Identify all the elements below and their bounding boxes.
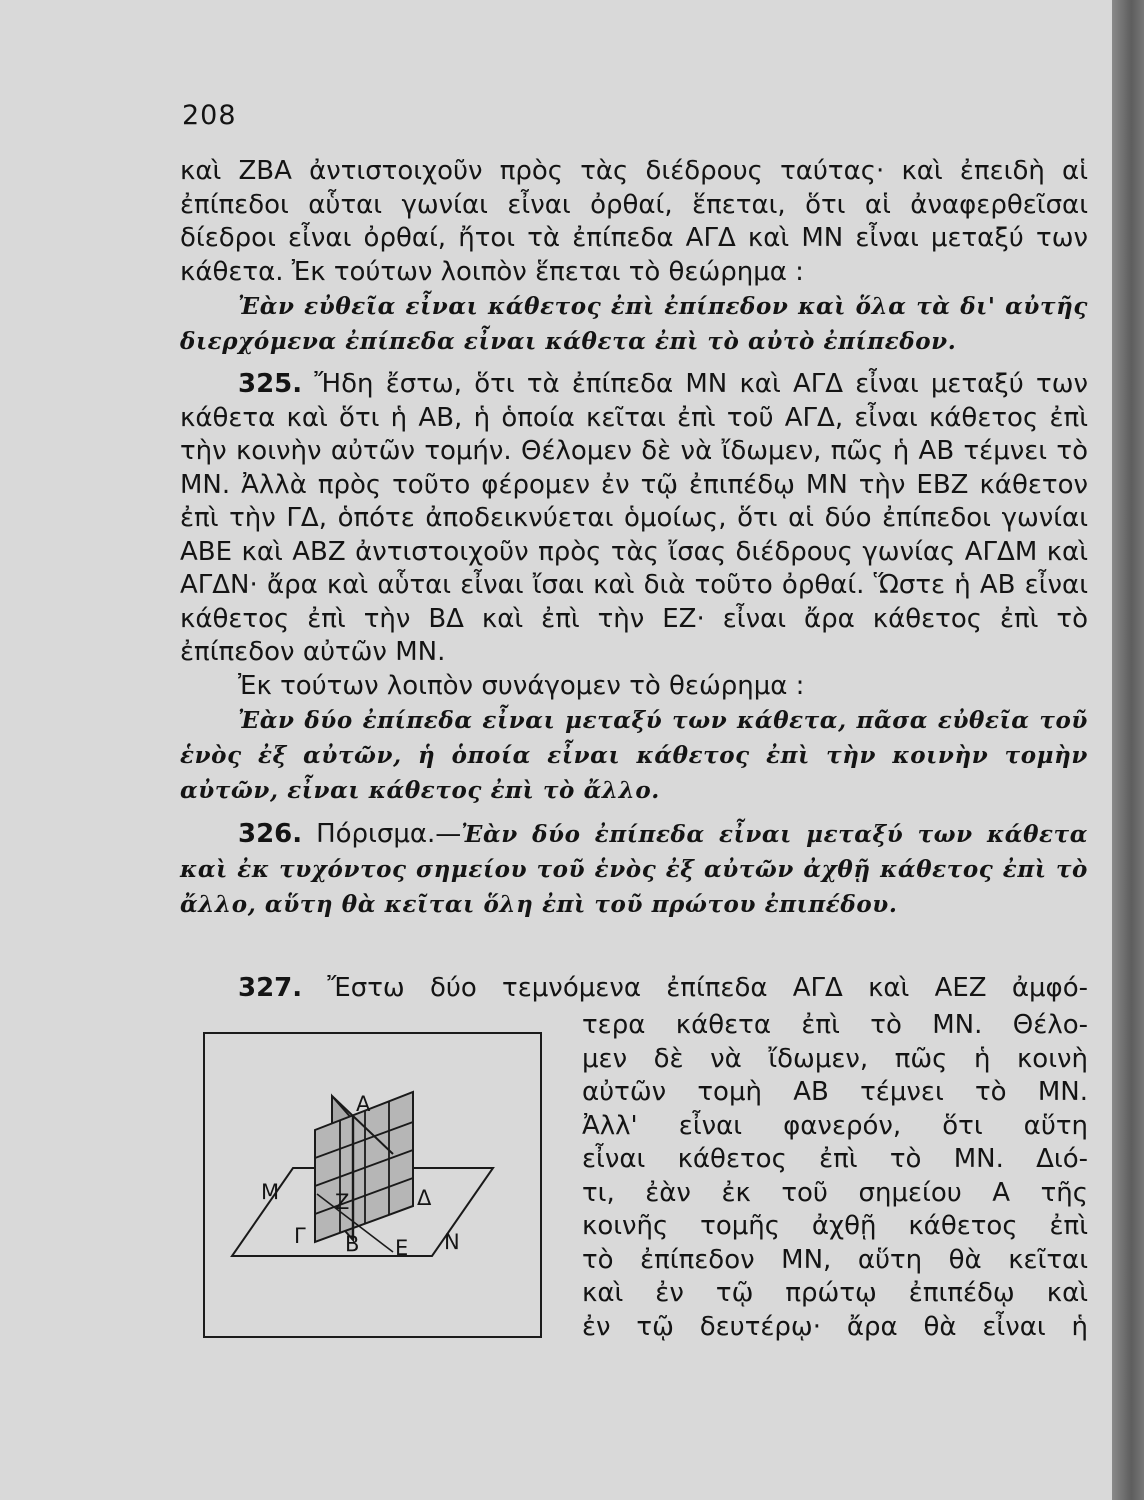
section-325 [180, 368, 1088, 670]
label-z: Ζ [335, 1190, 350, 1214]
main-text [180, 155, 1088, 922]
theorem-1: Ἐὰν εὐθεῖα εἶναι κάθετος ἐπὶ ἐπίπεδον καὶ ὅλα τὰ δι' αὐτῆς διερχόμενα ἐπίπεδα εἶναι κάθετα ἐπὶ τὸ αὐτὸ ἐπίπεδον. [180, 293, 1088, 355]
section-327-line: ἐν τῷ δευτέρῳ· ἄρα θὰ εἶναι ἡ [582, 1311, 1088, 1342]
section-327-column [582, 1009, 1088, 1344]
section-327-line-1: Ἔστω δύο τεμνόμενα ἐπίπεδα ΑΓΔ καὶ ΑΕΖ ἀμφό- [327, 973, 1089, 1003]
section-327-line: τι, ἐὰν ἐκ τοῦ σημείου Α τῆς [582, 1177, 1088, 1208]
section-number: 327. [238, 973, 303, 1003]
paragraph-continuation: καὶ ΖΒΑ ἀντιστοιχοῦν πρὸς τὰς διέδρους ταύτας· καὶ ἐπειδὴ αἱ ἐπίπεδοι αὗται γωνίαι εἶναι ὀρθαί, ἕπεται, ὅτι αἱ ἀναφερθεῖσαι δίεδροι εἶναι ὀρθαί, ἤτοι τὰ ἐπίπεδα ΑΓΔ καὶ ΜΝ εἶναι μεταξύ των κάθετα. Ἐκ τούτων λοιπὸν ἕπεται τὸ θεώρημα : [180, 156, 1088, 287]
paragraph-conclusion: Ἐκ τούτων λοιπὸν συνάγομεν τὸ θεώρημα : [238, 670, 805, 701]
section-325-text: Ἤδη ἔστω, ὅτι τὰ ἐπίπεδα ΜΝ καὶ ΑΓΔ εἶναι μεταξύ των κάθετα καὶ ὅτι ἡ ΑΒ, ἡ ὁποία κεῖται ἐπὶ τοῦ ΑΓΔ, εἶναι κάθετος ἐπὶ τὴν κοινὴν αὐτῶν τομήν. Θέλομεν δὲ νὰ ἴδωμεν, πῶς ἡ ΑΒ τέμνει τὸ ΜΝ. Ἀλλὰ πρὸς τοῦτο φέρομεν ἐν τῷ ἐπιπέδῳ ΜΝ τὴν ΕΒΖ κάθετον ἐπὶ τὴν ΓΔ, ὁπότε ἀποδεικνύεται ὁμοίως, ὅτι αἱ δύο ἐπίπεδοι γωνίαι ΑΒΕ καὶ ΑΒΖ ἀντιστοιχοῦν πρὸς τὰς ἴσας διέδρους γωνίας ΑΓΔΜ καὶ ΑΓΔΝ· ἄρα καὶ αὗται εἶναι ἴσαι καὶ διὰ τοῦτο ὀρθαί. Ὥστε ἡ ΑΒ εἶναι κάθετος ἐπὶ τὴν ΒΔ καὶ ἐπὶ τὴν ΕΖ· εἶναι ἄρα κάθετος ἐπὶ τὸ ἐπίπεδον αὐτῶν ΜΝ. [180, 369, 1088, 667]
section-326 [180, 817, 1088, 922]
geometry-figure [203, 1032, 542, 1338]
section-327-line: καὶ ἐν τῷ πρώτῳ ἐπιπέδῳ καὶ [582, 1278, 1088, 1308]
section-number: 326. [238, 819, 303, 849]
section-327-line: τὸ ἐπίπεδον ΜΝ, αὕτη θὰ κεῖται [582, 1244, 1088, 1275]
section-327 [180, 972, 1088, 1006]
page-number: 208 [182, 100, 237, 131]
label-n: Ν [444, 1230, 460, 1254]
label-a: Α [356, 1092, 371, 1116]
section-327-line: κοινῆς τομῆς ἀχθῇ κάθετος ἐπὶ [582, 1211, 1088, 1241]
planes-diagram [205, 1034, 540, 1336]
section-327-line: αὐτῶν τομὴ ΑΒ τέμνει τὸ ΜΝ. [582, 1077, 1088, 1107]
section-327-line: τερα κάθετα ἐπὶ τὸ ΜΝ. Θέλο- [582, 1010, 1088, 1040]
theorem-2: Ἐὰν δύο ἐπίπεδα εἶναι μεταξύ των κάθετα, πᾶσα εὐθεῖα τοῦ ἑνὸς ἐξ αὐτῶν, ἡ ὁποία εἶναι κάθετος ἐπὶ τὴν κοινὴν τομὴν αὐτῶν, εἶναι κάθετος ἐπὶ τὸ ἄλλο. [180, 707, 1088, 804]
label-g: Γ [294, 1224, 306, 1248]
corollary-text: Ἐὰν δύο ἐπίπεδα εἶναι μεταξύ των κάθετα καὶ ἐκ τυχόντος σημείου τοῦ ἑνὸς ἐξ αὐτῶν ἀχθῇ κάθετος ἐπὶ τὸ ἄλλο, αὕτη θὰ κεῖται ὅλη ἐπὶ τοῦ πρώτου ἐπιπέδου. [180, 821, 1089, 918]
book-edge [1112, 0, 1144, 1500]
section-number: 325. [238, 369, 303, 399]
label-b: Β [345, 1232, 360, 1256]
label-d: Δ [417, 1186, 432, 1210]
section-327-line: μεν δὲ νὰ ἴδωμεν, πῶς ἡ κοινὴ [582, 1043, 1088, 1074]
corollary-label: Πόρισμα.— [316, 819, 462, 849]
label-m: Μ [261, 1180, 280, 1204]
section-327-line: εἶναι κάθετος ἐπὶ τὸ ΜΝ. Διό- [582, 1144, 1088, 1174]
section-327-line: Ἀλλ' εἶναι φανερόν, ὅτι αὕτη [582, 1110, 1088, 1141]
label-e: Ε [395, 1236, 409, 1260]
